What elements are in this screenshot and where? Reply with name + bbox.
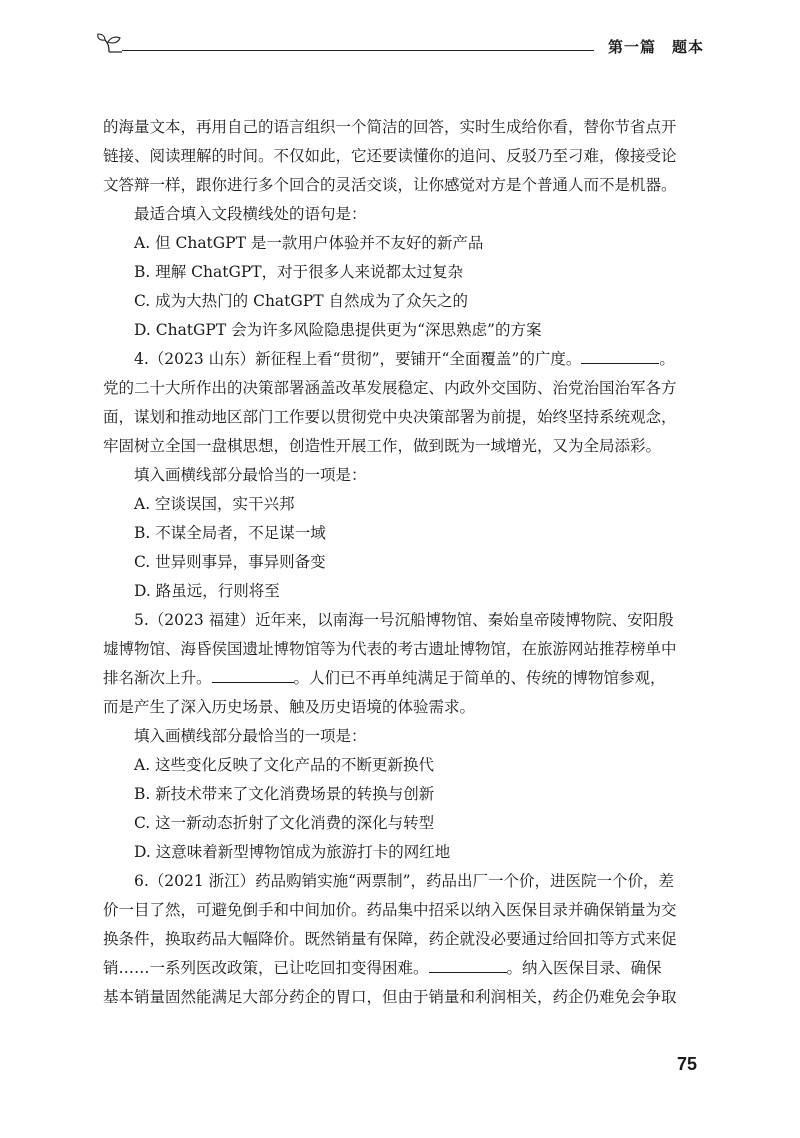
question-4-line: 面，谋划和推动地区部门工作要以贯彻党中央决策部署为前提，始终坚持系统观念， — [103, 408, 677, 426]
intro-line: 文答辩一样，跟你进行多个回合的灵活交谈，让你感觉对方是个普通人而不是机器。 — [103, 176, 677, 194]
option-d: D. ChatGPT 会为许多风险隐患提供更为“深思熟虑”的方案 — [134, 321, 542, 339]
intro-line: 的海量文本，再用自己的语言组织一个简洁的回答，实时生成给你看，替你节省点开 — [103, 118, 677, 136]
question-4-line: 党的二十大所作出的决策部署涵盖改革发展稳定、内政外交国防、治党治国治军各方 — [103, 379, 677, 397]
question-prompt: 填入画横线部分最恰当的一项是： — [134, 466, 367, 484]
page-number: 75 — [676, 1054, 697, 1074]
intro-line: 链接、阅读理解的时间。不仅如此，它还要读懂你的追问、反驳乃至刁难，像接受论 — [103, 147, 677, 165]
answer-blank — [212, 665, 294, 683]
question-6-line: 价一目了然，可避免倒手和中间加价。药品集中招采以纳入医保目录并确保销量为交 — [103, 901, 677, 919]
option-c: C. 世异则事异，事异则备变 — [134, 553, 326, 571]
question-prompt: 最适合填入文段横线处的语句是： — [134, 205, 367, 223]
option-b: B. 理解 ChatGPT，对于很多人来说都太过复杂 — [134, 263, 464, 281]
question-6-stem: 6.（2021 浙江）药品购销实施“两票制”，药品出厂一个价，进医院一个价，差 — [134, 872, 675, 890]
sprout-icon — [96, 32, 122, 54]
question-5-stem: 5.（2023 福建）近年来，以南海一号沉船博物馆、秦始皇帝陵博物院、安阳殷 — [134, 611, 674, 629]
section-title: 第一篇 题本 — [607, 38, 704, 56]
option-d: D. 路虽远，行则将至 — [134, 582, 280, 600]
question-6-text: 。纳入医保目录、确保 — [506, 959, 662, 977]
question-6-line: 换条件，换取药品大幅降价。既然销量有保障，药企就没必要通过给回扣等方式来促 — [103, 930, 677, 948]
option-a: A. 这些变化反映了文化产品的不断更新换代 — [134, 756, 435, 774]
running-header — [96, 30, 704, 60]
question-6-text: 销……一系列医改政策，已让吃回扣变得困难。 — [103, 959, 429, 977]
question-5-text: 。人们已不再单纯满足于简单的、传统的博物馆参观， — [293, 669, 666, 687]
option-d: D. 这意味着新型博物馆成为旅游打卡的网红地 — [134, 843, 451, 861]
option-b: B. 不谋全局者，不足谋一域 — [134, 524, 326, 542]
question-6-line: 基本销量固然能满足大部分药企的胃口，但由于销量和利润相关，药企仍难免会争取 — [103, 988, 677, 1006]
option-a: A. 空谈误国，实干兴邦 — [134, 495, 295, 513]
option-c: C. 这一新动态折射了文化消费的深化与转型 — [134, 814, 435, 832]
question-4-stem — [103, 345, 699, 374]
question-5-blank-line — [103, 664, 699, 693]
question-5-line: 而是产生了深入历史场景、触及历史语境的体验需求。 — [103, 698, 476, 716]
header-rule — [122, 50, 594, 51]
answer-blank — [581, 346, 659, 364]
option-b: B. 新技术带来了文化消费场景的转换与创新 — [134, 785, 435, 803]
question-6-blank-line — [103, 954, 699, 983]
answer-blank — [429, 955, 507, 973]
page-content — [103, 113, 699, 1012]
question-5-text: 排名渐次上升。 — [103, 669, 212, 687]
option-a: A. 但 ChatGPT 是一款用户体验并不友好的新产品 — [134, 234, 484, 252]
option-c: C. 成为大热门的 ChatGPT 自然成为了众矢之的 — [134, 292, 468, 310]
question-5-line: 墟博物馆、海昏侯国遗址博物馆等为代表的考古遗址博物馆，在旅游网站推荐榜单中 — [103, 640, 677, 658]
question-4-period: 。 — [659, 350, 675, 368]
question-4-line: 牢固树立全国一盘棋思想，创造性开展工作，做到既为一域增光，又为全局添彩。 — [103, 437, 662, 455]
question-prompt: 填入画横线部分最恰当的一项是： — [134, 727, 367, 745]
question-4-text: 4.（2023 山东）新征程上看“贯彻”，要铺开“全面覆盖”的广度。 — [134, 350, 582, 368]
